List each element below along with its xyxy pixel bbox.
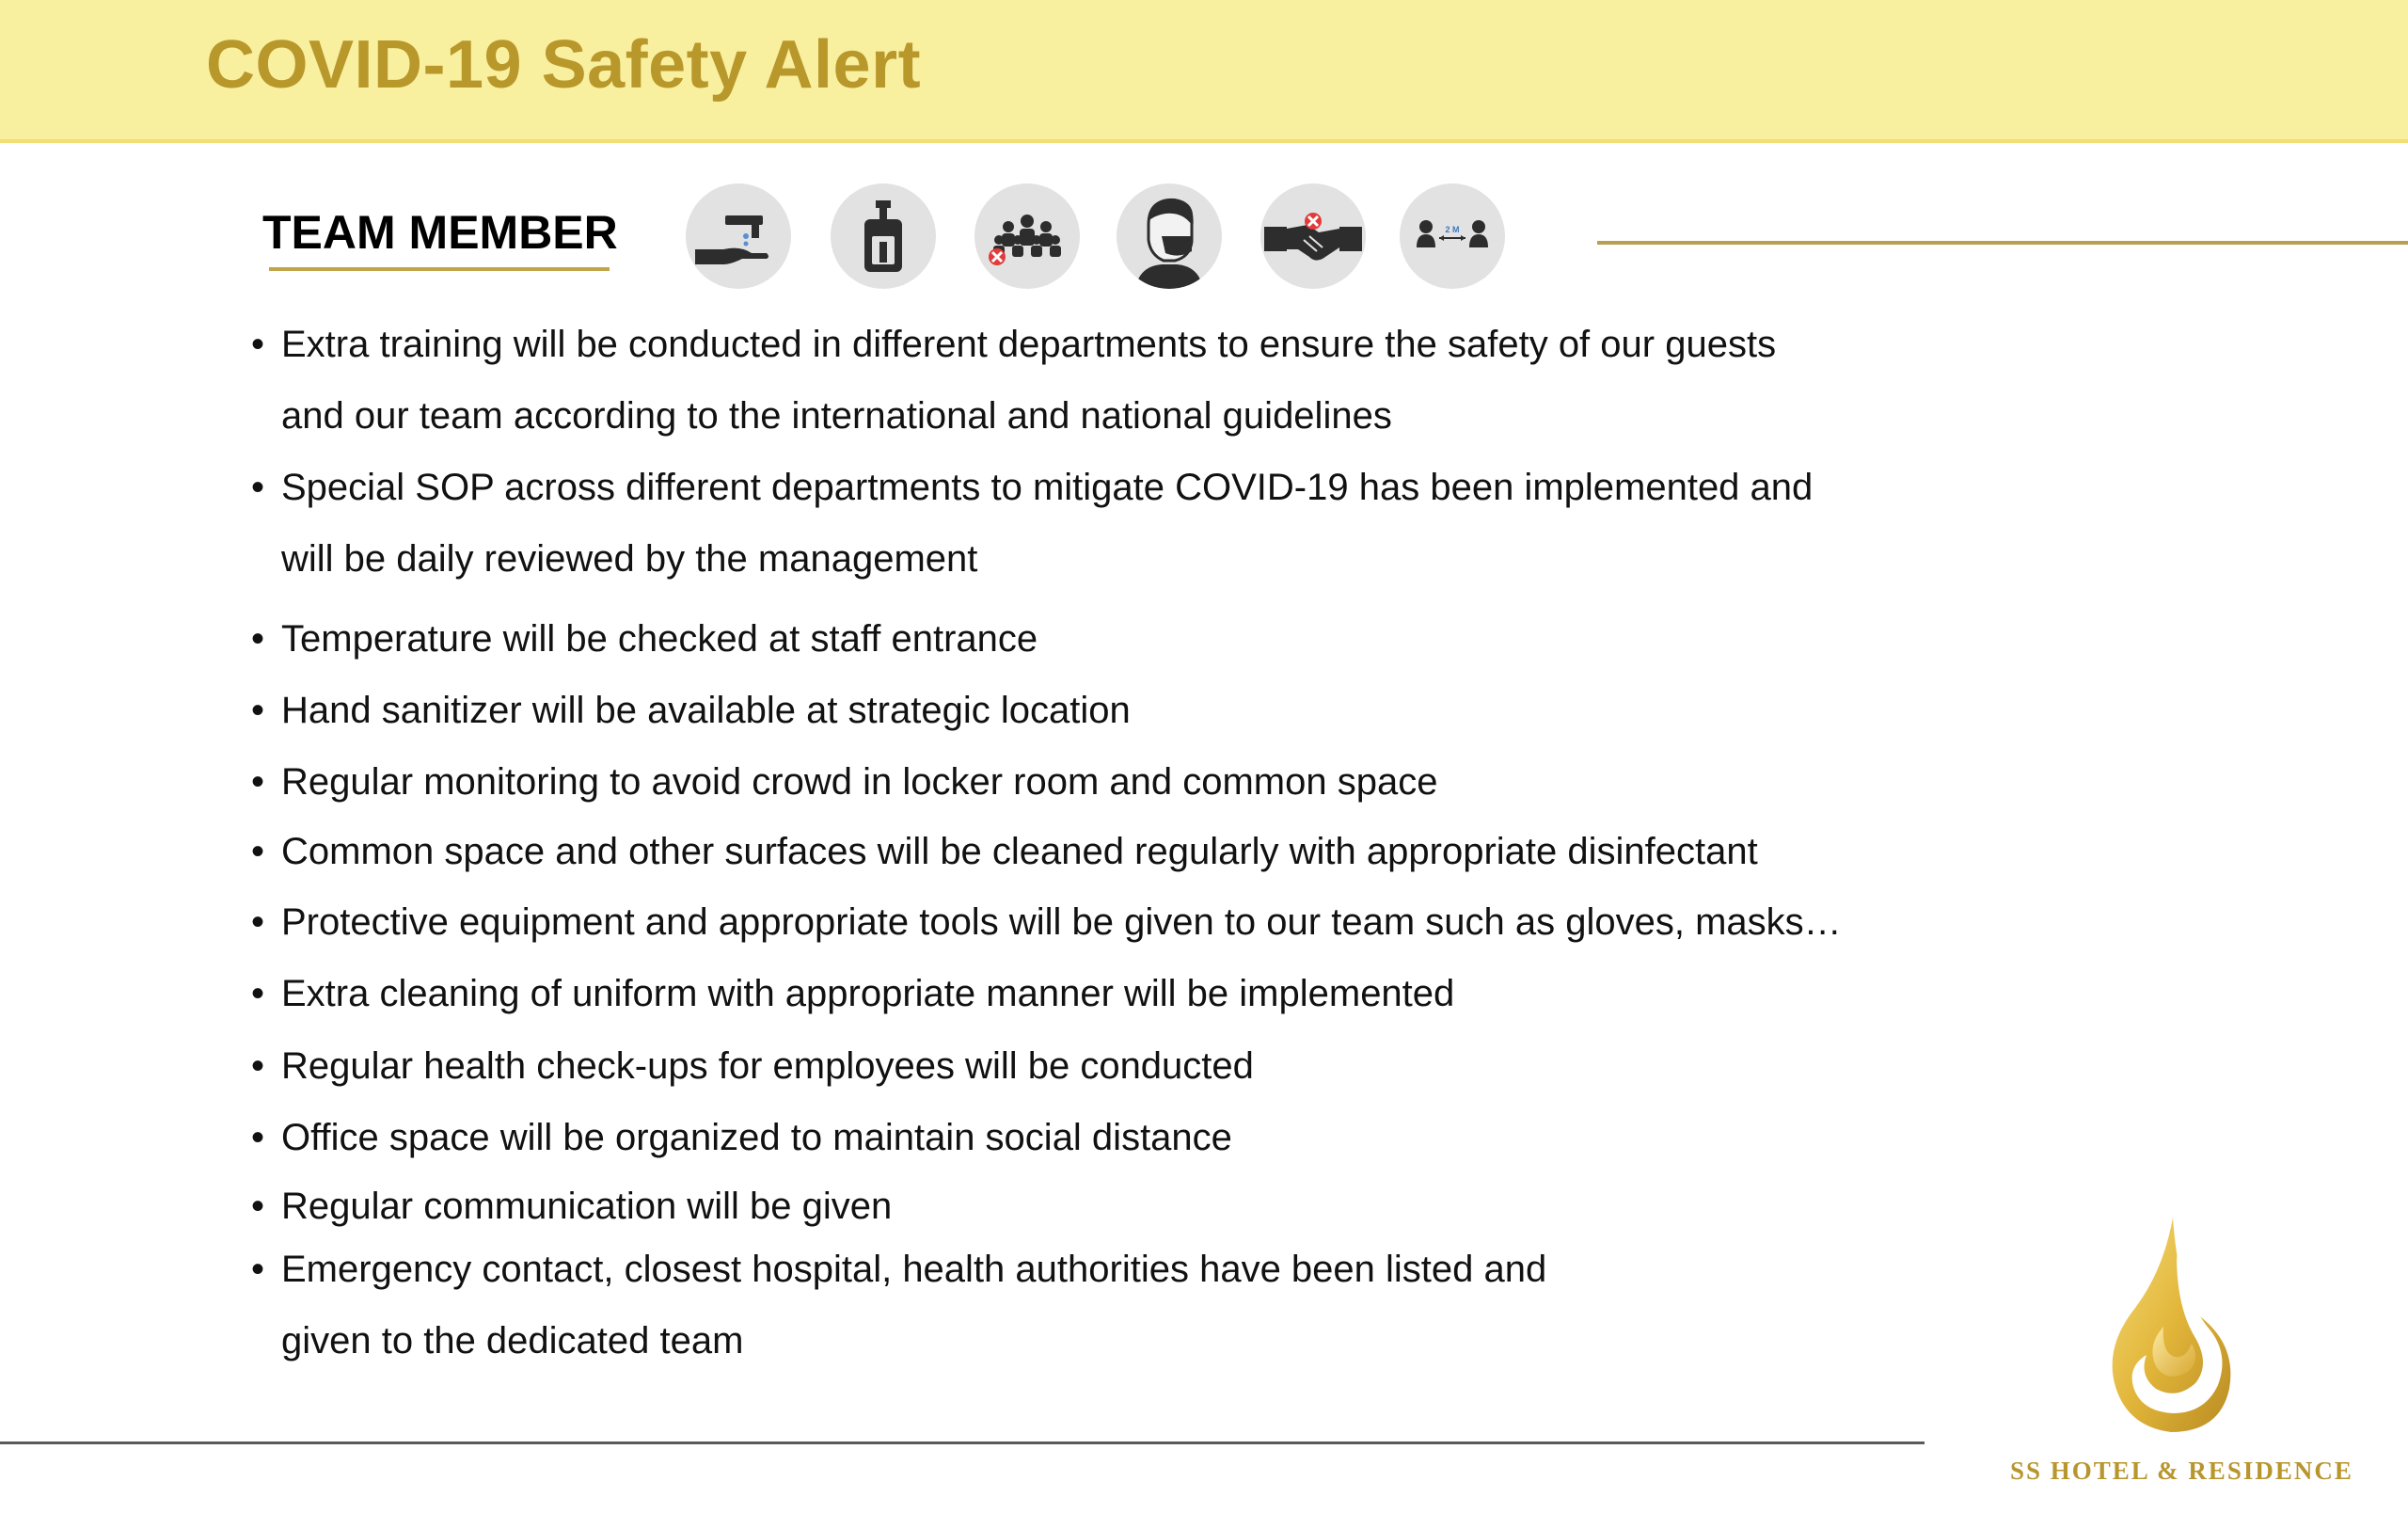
bullet-dot: • [251,690,265,731]
bullet-dot: • [251,618,265,660]
list-item [251,958,1937,1029]
list-item [251,309,1937,452]
list-item-line: Protective equipment and appropriate tools will be given to our team such as gloves, masks… [281,901,1842,943]
hotel-logo-icon [2098,1214,2239,1440]
list-item-line: Extra training will be conducted in different departments to ensure the safety of our guests [281,324,1777,365]
social-distance-icon [1400,183,1505,289]
list-item-line: Common space and other surfaces will be cleaned regularly with appropriate disinfectant [281,831,1758,872]
bullet-dot: • [251,761,265,803]
list-item-line: Regular monitoring to avoid crowd in locker room and common space [281,761,1438,803]
list-item [251,1030,1937,1102]
section-title: TEAM MEMBER [262,206,618,259]
list-item-line: Regular communication will be given [281,1186,893,1227]
bullet-dot: • [251,831,265,872]
list-item [251,603,1937,675]
list-item-line: Office space will be organized to maintain social distance [281,1117,1232,1158]
bullet-dot: • [251,1186,265,1227]
page-title: COVID-19 Safety Alert [206,27,922,103]
section-underline [269,267,610,271]
bullet-dot: • [251,467,265,508]
no-handshake-icon [1260,183,1366,289]
divider-line [1597,241,2408,245]
list-item [251,886,1937,958]
list-item [251,1234,1937,1377]
brand-name: SS HOTEL & RESIDENCE [2010,1457,2353,1485]
list-item-line: will be daily reviewed by the management [281,538,978,580]
no-crowd-icon [974,183,1080,289]
bullet-dot: • [251,901,265,943]
list-item-line: Regular health check-ups for employees will be conducted [281,1045,1254,1087]
list-item-line: and our team according to the international and national guidelines [281,395,1392,437]
list-item-line: Hand sanitizer will be available at strategic location [281,690,1131,731]
distance-label: 2 M [1445,225,1460,234]
list-item [251,816,1937,887]
list-item [251,675,1937,746]
bullet-dot: • [251,1117,265,1158]
list-item [251,1102,1937,1173]
face-mask-icon [1117,183,1222,289]
bullet-dot: • [251,1045,265,1087]
list-item [251,746,1937,818]
bullet-dot: • [251,324,265,365]
bullet-dot: • [251,1249,265,1290]
list-item-line: Special SOP across different departments to mitigate COVID-19 has been implemented and [281,467,1814,508]
header-banner [0,0,2408,143]
list-item-line: given to the dedicated team [281,1320,744,1362]
bullet-dot: • [251,973,265,1014]
list-item [251,1171,1937,1242]
list-item-line: Extra cleaning of uniform with appropriate manner will be implemented [281,973,1455,1014]
list-item [251,452,1937,595]
list-item-line: Temperature will be checked at staff entrance [281,618,1038,660]
sanitizer-bottle-icon [831,183,936,289]
hand-wash-icon [686,183,791,289]
footer-divider [0,1441,1925,1444]
list-item-line: Emergency contact, closest hospital, health authorities have been listed and [281,1249,1547,1290]
